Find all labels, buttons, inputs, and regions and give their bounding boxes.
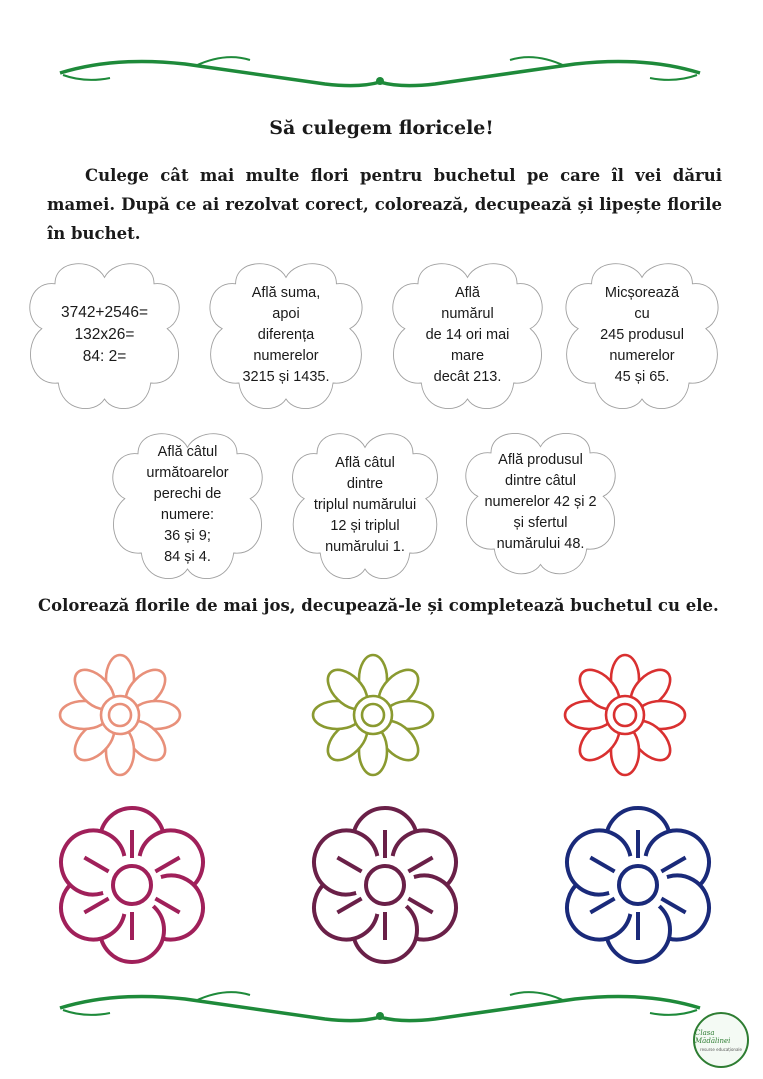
task-cloud-1 bbox=[22, 255, 187, 415]
blossom-flower-3 bbox=[558, 805, 718, 965]
task-cloud-5 bbox=[105, 425, 270, 585]
task-text: 3742+2546= 132x26= 84: 2= bbox=[60, 304, 149, 365]
daisy-flower-2 bbox=[308, 650, 438, 780]
page-title: Să culegem floricele! bbox=[269, 117, 494, 139]
blossom-flower-2 bbox=[305, 805, 465, 965]
bottom-ornament bbox=[55, 983, 705, 1033]
task-text: Află numărul de 14 ori mai mare decât 213. bbox=[425, 284, 510, 385]
task-cloud-6 bbox=[285, 425, 445, 585]
task-cloud-3 bbox=[385, 255, 550, 415]
top-ornament bbox=[55, 48, 705, 98]
task-cloud-2 bbox=[202, 255, 370, 415]
task-text: Află câtul dintre triplul numărului 12 și triplul numărului 1. bbox=[313, 454, 417, 555]
daisy-flower-3 bbox=[560, 650, 690, 780]
intro-paragraph: Culege cât mai multe flori pentru buchetul pe care îl vei dărui mamei. După ce ai rezolvat corect, colorează, decupează și lipește florile în buchet. bbox=[47, 166, 722, 243]
task-text: Află suma, apoi diferența numerelor 3215 și 1435. bbox=[242, 284, 330, 385]
logo-name: Clasa Mădălinei bbox=[695, 1028, 731, 1045]
task-text: Află produsul dintre câtul numerelor 42 și 2 și sfertul numărului 48. bbox=[484, 452, 597, 552]
task-cloud-7 bbox=[458, 425, 623, 580]
task-text: Micșorează cu 245 produsul numerelor 45 și 65. bbox=[600, 284, 684, 385]
daisy-flower-1 bbox=[55, 650, 185, 780]
coloring-instruction: Colorează florile de mai jos, decupează-le și completează buchetul cu ele. bbox=[38, 596, 719, 615]
logo-tagline: resurse educaționale bbox=[700, 1046, 742, 1052]
task-cloud-4 bbox=[558, 255, 726, 415]
task-text: Află câtul următoarelor perechi de numere: 36 și 9; 84 și 4. bbox=[146, 444, 229, 565]
blossom-flower-1 bbox=[52, 805, 212, 965]
publisher-logo bbox=[693, 1012, 749, 1068]
